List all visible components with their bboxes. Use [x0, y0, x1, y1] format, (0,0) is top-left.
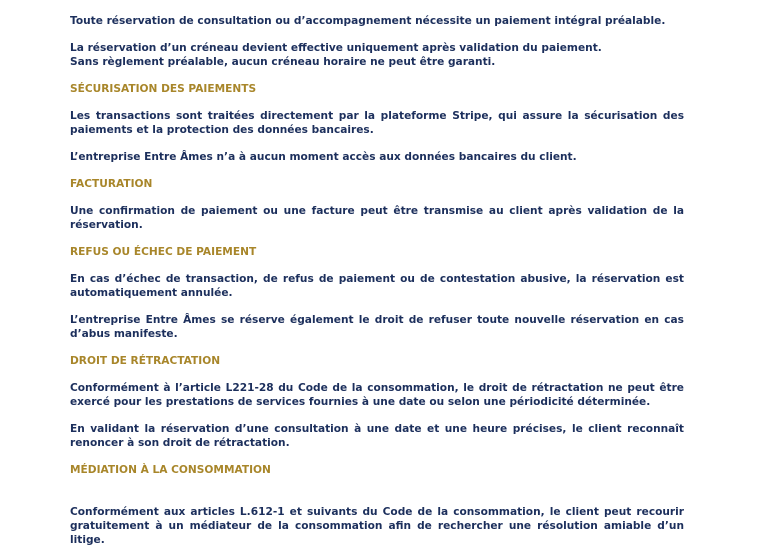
paragraph-line: La réservation d’un créneau devient effective uniquement après validation du paiement.	[70, 42, 602, 54]
heading-securisation: SÉCURISATION DES PAIEMENTS	[70, 83, 257, 95]
paragraph-payment-failure: En cas d’échec de transaction, de refus de paiement ou de contestation abusive, la réservation est automatiquement annulée.	[70, 273, 684, 299]
paragraph-stripe: Les transactions sont traitées directement par la plateforme Stripe, qui assure la sécurisation des paiements et la protection des données bancaires.	[70, 110, 684, 136]
paragraph-line: Sans règlement préalable, aucun créneau horaire ne peut être garanti.	[70, 56, 496, 68]
paragraph-mediator: Conformément aux articles L.612-1 et suivants du Code de la consommation, le client peut recourir gratuitement à un médiateur de la consommation afin de rechercher une résolution amiable d’un litige.	[70, 506, 684, 546]
paragraph-bank-data: L’entreprise Entre Âmes n’a à aucun moment accès aux données bancaires du client.	[70, 151, 577, 163]
paragraph-prepayment: Toute réservation de consultation ou d’accompagnement nécessite un paiement intégral préalable.	[70, 15, 666, 27]
heading-facturation: FACTURATION	[70, 178, 153, 190]
paragraph-article-l221-28: Conformément à l’article L221-28 du Code de la consommation, le droit de rétractation ne peut être exercé pour les prestations de services fournies à une date ou selon une périodicité déterminée.	[70, 382, 684, 408]
heading-retractation: DROIT DE RÉTRACTATION	[70, 355, 221, 367]
paragraph-effective-booking	[70, 41, 684, 69]
paragraph-refuse-booking: L’entreprise Entre Âmes se réserve également le droit de refuser toute nouvelle réservation en cas d’abus manifeste.	[70, 314, 684, 340]
heading-refus: REFUS OU ÉCHEC DE PAIEMENT	[70, 246, 257, 258]
paragraph-invoice: Une confirmation de paiement ou une facture peut être transmise au client après validation de la réservation.	[70, 205, 684, 231]
paragraph-waiver: En validant la réservation d’une consultation à une date et une heure précises, le client reconnaît renoncer à son droit de rétractation.	[70, 423, 684, 449]
heading-mediation: MÉDIATION À LA CONSOMMATION	[70, 464, 271, 476]
